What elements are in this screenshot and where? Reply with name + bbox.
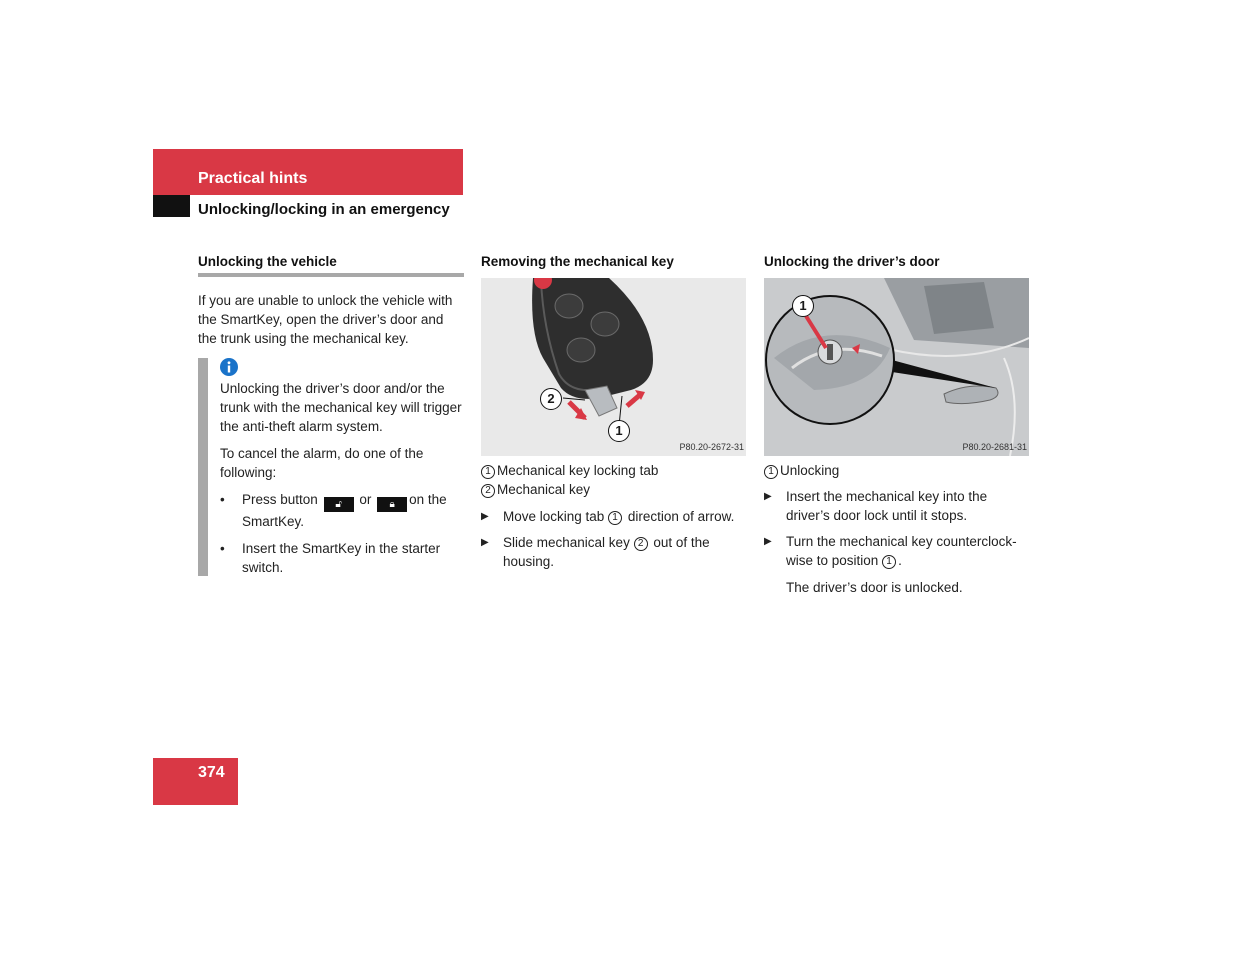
- col1-heading-rule: [198, 273, 464, 277]
- col3-heading: Unlocking the driver’s door: [764, 254, 940, 269]
- col1-heading: Unlocking the vehicle: [198, 254, 337, 269]
- col1-intro: If you are unable to unlock the vehicle with the SmartKey, open the driver’s door and the trunk using the mechanical key.: [198, 293, 453, 346]
- step-turn-key: ▶ Turn the mechanical key counterclock-wise to position 1 .: [764, 534, 1017, 568]
- column-unlocking-vehicle: [198, 254, 464, 348]
- callout-2: 2: [540, 388, 562, 410]
- col2-text: [481, 461, 749, 571]
- step-insert-key: ▶ Insert the mechanical key into the driver’s door lock until it stops.: [764, 489, 988, 523]
- info-icon: [220, 358, 238, 376]
- triangle-bullet-icon: ▶: [764, 491, 772, 502]
- result-text: The driver’s door is unlocked.: [786, 580, 963, 595]
- legend-item-2: 2 Mechanical key: [481, 480, 749, 499]
- info-para1: Unlocking the driver’s door and/or the trunk with the mechanical key will trigger the anti-theft alarm system.: [220, 381, 462, 434]
- info-para2: To cancel the alarm, do one of the following:: [220, 446, 424, 480]
- legend-item-1: 1 Unlocking: [764, 461, 1032, 480]
- legend-item-1: 1 Mechanical key locking tab: [481, 461, 749, 480]
- lock-button-icon: 🔒︎: [377, 497, 407, 512]
- info-box: [198, 358, 464, 576]
- callout-1: 1: [792, 295, 814, 317]
- smartkey-illustration: [481, 278, 746, 456]
- triangle-bullet-icon: ▶: [481, 511, 489, 522]
- image-code: P80.20-2681-31: [962, 442, 1027, 452]
- triangle-bullet-icon: ▶: [764, 536, 772, 547]
- step-slide-key: ▶ Slide mechanical key 2 out of the housing.: [481, 535, 710, 569]
- info-bullet2: • Insert the SmartKey in the starter switch.: [220, 541, 441, 575]
- step-move-tab: ▶ Move locking tab 1 direction of arrow.: [481, 509, 735, 524]
- subsection-title: Unlocking/locking in an emergency: [198, 201, 450, 218]
- info-box-bar: [198, 358, 208, 576]
- info-bullet1: • Press button 🔓︎ or 🔒︎ on the SmartKey.: [220, 492, 447, 529]
- callout-1: 1: [608, 420, 630, 442]
- page-number: 374: [198, 764, 225, 781]
- header-marker: [153, 195, 190, 217]
- image-code: P80.20-2672-31: [679, 442, 744, 452]
- col3-text: [764, 461, 1032, 597]
- page-number-tab: [153, 758, 238, 805]
- section-title: Practical hints: [198, 170, 308, 187]
- door-illustration: [764, 278, 1029, 456]
- unlock-button-icon: 🔓︎: [324, 497, 354, 512]
- triangle-bullet-icon: ▶: [481, 537, 489, 548]
- col2-heading: Removing the mechanical key: [481, 254, 674, 269]
